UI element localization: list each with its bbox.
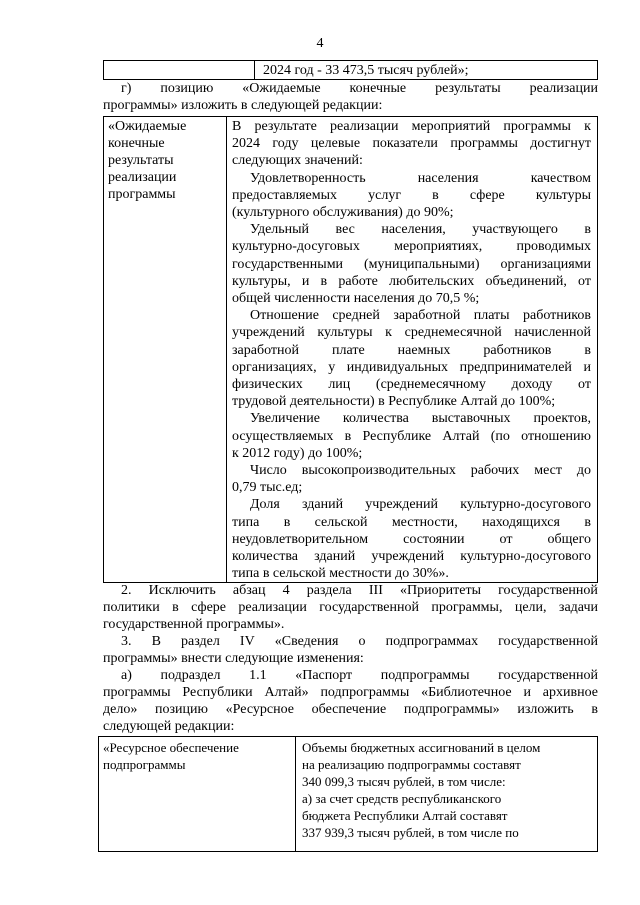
para_g-text: программы» изложить в следующей редакции: [103,98,383,113]
resource-label-cell [99,737,296,852]
para_2-word: программы, [431,600,503,615]
para_a-word: подпрограммы [320,685,410,700]
result-line: к 2012 году) до 100%; [232,445,363,461]
resource-provision-table [98,736,598,852]
para_2-word: государственной [498,583,598,598]
para_3-word: В [151,634,161,649]
result-line: Число высокопроизводительных рабочих мест до [250,463,591,479]
para_g-word: позицию [160,81,214,96]
para_2-word: задачи [558,600,598,615]
para_3-word: 3. [121,634,132,649]
result-line: государственными (муниципальными) организациями [232,256,591,272]
result-line: типа в сельской местности до 30%». [232,566,449,582]
resource-line: бюджета Республики Алтай составят [302,808,508,823]
result-line: трудовой деятельности) в Республике Алтай до 100%; [232,394,556,410]
para_a-line [103,667,598,684]
para_2-line [103,599,598,616]
result-line: количества зданий учреждений культурно-досугового [232,549,591,565]
para_a-word: архивное [542,685,598,700]
para_g-word: конечные [349,81,407,96]
para_a-word: «Библиотечное [421,685,512,700]
para_a-line [103,684,598,701]
para_3-line [103,650,598,667]
para_3-word: государственной [498,634,598,649]
para_g-word: реализации [529,81,598,96]
para_2-word: «Приоритеты [400,583,481,598]
para_2-word: раздела [306,583,352,598]
para_a-word: обеспечение [311,702,387,717]
result-line: Удельный вес населения, участвующего в [250,222,591,238]
expected-results-table [103,116,598,583]
result-line: Удовлетворенность населения качеством [250,170,591,186]
result-line: В результате реализации мероприятий программы к [232,119,591,134]
paragraph-2 [103,582,598,633]
resource-label-line: «Ресурсное обеспечение [103,740,239,755]
para_3-line [103,633,598,650]
result-line: общей численности населения до 70,5 %; [232,291,480,307]
result-line: Доля зданий учреждений культурно-досугового [250,497,591,513]
para_a-word: дело» [103,702,138,717]
para_a-word: в [591,702,598,717]
para_a-text: следующей редакции: [103,719,235,734]
result-line: 2024 году целевые показатели программы достигнут [232,136,591,152]
result-line: 0,79 тыс.ед; [232,480,303,496]
para_a-word: государственной [498,668,598,683]
para_3-word: подпрограммах [385,634,479,649]
result-line: следующих значений: [232,153,363,169]
result-line: Отношение средней заработной платы работников [250,308,591,324]
budget-2024-cell [255,61,598,80]
para_a-word: позицию [155,702,208,717]
paragraph-3 [103,633,598,667]
para_a-word: 1.1 [249,668,267,683]
resource-content-cell [296,737,598,852]
expected-results-label-line: «Ожидаемые [108,119,187,134]
expected-results-label-line: реализации [108,170,177,185]
budget-continuation-table [103,60,598,80]
empty-cell [104,61,255,80]
para_a-word: а) [121,668,132,683]
result-line: (культурного обслуживания) до 90%; [232,205,454,221]
para_a-word: «Ресурсное [225,702,294,717]
para_a-word: подпрограммы [380,668,470,683]
result-line: организациях, у индивидуальных предпринимателей и [232,359,591,375]
paragraph-g [103,80,598,114]
expected-results-label-line: программы [108,187,176,202]
para_2-word: 4 [282,583,290,598]
expected-results-label-cell [104,117,227,583]
result-line: культурно-досуговых мероприятиях, проводимых [232,239,591,255]
expected-results-content-cell [227,117,598,583]
para_a-word: подраздел [160,668,221,683]
para_2-word: государственной [319,600,419,615]
result-line: Увеличение количества выставочных проектов, [250,411,591,427]
para_a-word: подпрограммы» [403,702,500,717]
result-line: осуществляемых в Республике Алтай (по отношению [232,428,591,444]
para_2-word: абзац [232,583,266,598]
para_a-word: Республики [182,685,253,700]
page-number: 4 [316,36,324,51]
para_2-word: цели, [514,600,547,615]
resource-line: на реализацию подпрограммы составят [302,757,521,772]
para_a-line [103,718,598,735]
para_g-word: результаты [435,81,501,96]
resource-line: 337 939,3 тысяч рублей, в том числе по [302,825,519,840]
para_2-word: реализации [238,600,307,615]
resource-line: а) за счет средств республиканского [302,791,502,806]
para_2-line [103,582,598,599]
para_2-text: государственной программы». [103,617,285,632]
para_a-word: «Паспорт [295,668,353,683]
paragraph-a [103,667,598,735]
para_3-word: IV [239,634,255,649]
para_a-word: Алтай» [264,685,309,700]
para_2-word: 2. [121,583,132,598]
para_a-line [103,701,598,718]
para_3-text: программы» внести следующие изменения: [103,651,364,666]
result-line: культуры, и в работе любительских объединений, от [232,273,591,289]
para_2-word: Исключить [148,583,216,598]
para_3-word: «Сведения [274,634,339,649]
result-line: предоставляемых услуг в сфере культуры [232,187,591,203]
para_2-word: III [368,583,383,598]
result-line: типа в сельской местности, находящихся в [232,514,591,530]
para_g-word: «Ожидаемые [242,81,321,96]
para_2-line [103,616,598,633]
para_a-word: программы [103,685,171,700]
para_a-word: и [523,685,531,700]
para_2-word: в [172,600,179,615]
para_2-word: политики [103,600,160,615]
para_3-word: раздел [181,634,220,649]
result-line: неудовлетворительном состоянии от общего [232,531,591,547]
para_g-line [103,80,598,97]
para_a-word: изложить [517,702,574,717]
result-line: физических лиц (среднемесячному доходу от [232,377,591,393]
result-line: учреждений культуры к среднемесячной начисленной [232,325,591,341]
para_g-line [103,97,598,114]
result-line: заработной плате наемных работников в [232,342,591,358]
para_3-word: о [358,634,366,649]
para_g-word: г) [121,81,132,96]
para_2-word: сфере [191,600,226,615]
resource-line: Объемы бюджетных ассигнований в целом [302,740,541,755]
budget-2024-text: 2024 год - 33 473,5 тысяч рублей»; [263,63,469,78]
expected-results-label-line: результаты [108,153,174,168]
expected-results-label-line: конечные [108,136,165,151]
resource-label-line: подпрограммы [103,757,186,772]
resource-line: 340 099,3 тысяч рублей, в том числе: [302,774,506,789]
